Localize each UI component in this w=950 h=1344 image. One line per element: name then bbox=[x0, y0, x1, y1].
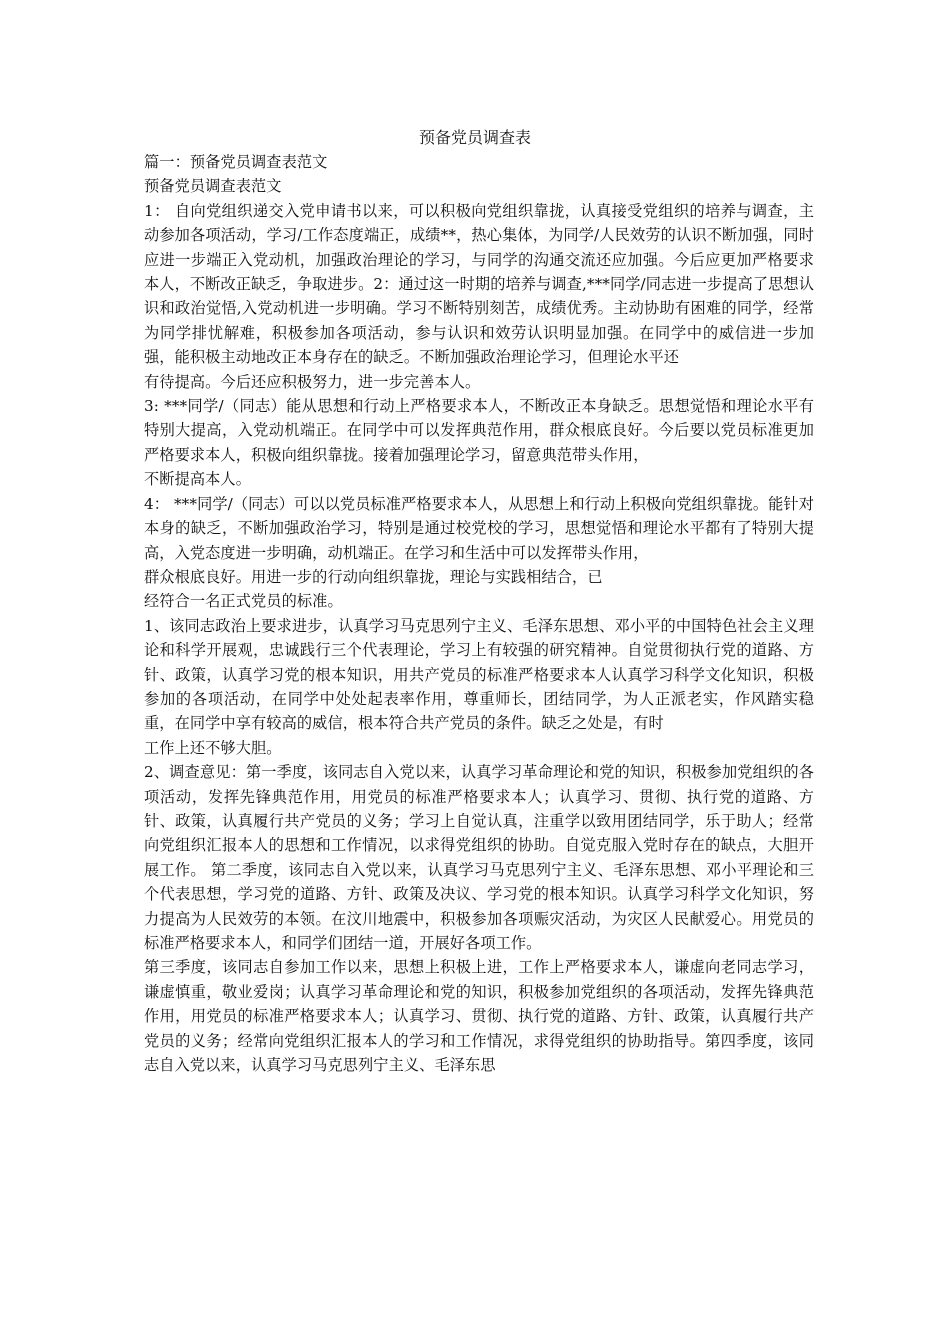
paragraph: 有待提高。今后还应积极努力，进一步完善本人。 bbox=[144, 372, 481, 391]
paragraph: 1、该同志政治上要求进步，认真学习马克思列宁主义、毛泽东思想、邓小平的中国特色社会主义理论和科学开展观，忠诚践行三个代表理论，学习上有较强的研究精神。自觉贯彻执行党的道路、方针、政策，认真学习党的根本知识，用共产党员的标准严格要求本人认真学习科学文化知识，积极参加的各项活动，在同学中处处起表率作用，尊重师长，团结同学，为人正派老实，作风踏实稳重，在同学中享有较高的威信，根本符合共产党员的条件。缺乏之处是，有时 bbox=[144, 616, 814, 733]
paragraph: 1： 自向党组织递交入党申请书以来，可以积极向党组织靠拢，认真接受党组织的培养与调查，主动参加各项活动，学习/工作态度端正，成绩**，热心集体，为同学/人民效劳的认识不断加强，同时应进一步端正入党动机，加强政治理论的学习，与同学的沟通交流还应加强。今后应更加严格要求本人，不断改正缺乏，争取进步。2：通过这一时期的培养与调查,***同学/同志进一步提高了思想认识和政治觉悟,入党动机进一步明确。学习不断特别刻苦，成绩优秀。主动协助有困难的同学，经常为同学排忧解难，积极参加各项活动，参与认识和效劳认识明显加强。在同学中的威信进一步加强，能积极主动地改正本身存在的缺乏。不断加强政治理论学习，但理论水平还 bbox=[144, 201, 814, 367]
document-title: 预备党员调查表 bbox=[418, 128, 531, 147]
paragraph: 3: ***同学/（同志）能从思想和行动上严格要求本人，不断改正本身缺乏。思想觉悟和理论水平有特别大提高，入党动机端正。在同学中可以发挥典范作用，群众根底良好。今后要以党员标准更加严格要求本人，积极向组织靠拢。接着加强理论学习，留意典范带头作用， bbox=[144, 397, 814, 464]
document-body bbox=[144, 150, 814, 1077]
paragraph: 4： ***同学/（同志）可以以党员标准严格要求本人，从思想上和行动上积极向党组织靠拢。能针对本身的缺乏，不断加强政治学习，特别是通过校党校的学习，思想觉悟和理论水平都有了特别大提高，入党态度进一步明确，动机端正。在学习和生活中可以发挥带头作用， bbox=[144, 494, 814, 562]
paragraph: 经符合一名正式党员的标准。 bbox=[144, 592, 343, 611]
paragraph: 工作上还不够大胆。 bbox=[144, 738, 282, 757]
paragraph: 不断提高本人。 bbox=[144, 470, 252, 489]
paragraph: 第三季度，该同志自参加工作以来，思想上积极上进，工作上严格要求本人，谦虚向老同志学习，谦虚慎重，敬业爱岗；认真学习革命理论和党的知识，积极参加党组织的各项活动，发挥先锋典范作用，用党员的标准严格要求本人；认真学习、贯彻、执行党的道路、方针、政策，认真履行共产党员的义务；经常向党组织汇报本人的学习和工作情况，求得党组织的协助指导。第四季度，该同志自入党以来，认真学习马克思列宁主义、毛泽东思 bbox=[144, 958, 814, 1075]
paragraph: 2、调查意见：第一季度，该同志自入党以来，认真学习革命理论和党的知识，积极参加党组织的各项活动，发挥先锋典范作用，用党员的标准严格要求本人；认真学习、贯彻、执行党的道路、方针、政策，认真履行共产党员的义务；学习上自觉认真，注重学以致用团结同学，乐于助人；经常向党组织汇报本人的思想和工作情况，以求得党组织的协助。自觉克服入党时存在的缺点，大胆开展工作。 第二季度，该同志自入党以来，认真学习马克思列宁主义、毛泽东思想、邓小平理论和三个代表思想，学习党的道路、方针、政策及决议、学习党的根本知识。认真学习科学文化知识，努力提高为人民效劳的本领。在汶川地震中，积极参加各项赈灾活动，为灾区人民献爱心。用党员的标准严格要求本人，和同学们团结一道，开展好各项工作。 bbox=[144, 763, 814, 952]
paragraph: 群众根底良好。用进一步的行动向组织靠拢，理论与实践相结合，已 bbox=[144, 567, 603, 586]
subheading: 预备党员调查表范文 bbox=[144, 177, 282, 196]
section-heading: 篇一：预备党员调查表范文 bbox=[144, 153, 328, 171]
